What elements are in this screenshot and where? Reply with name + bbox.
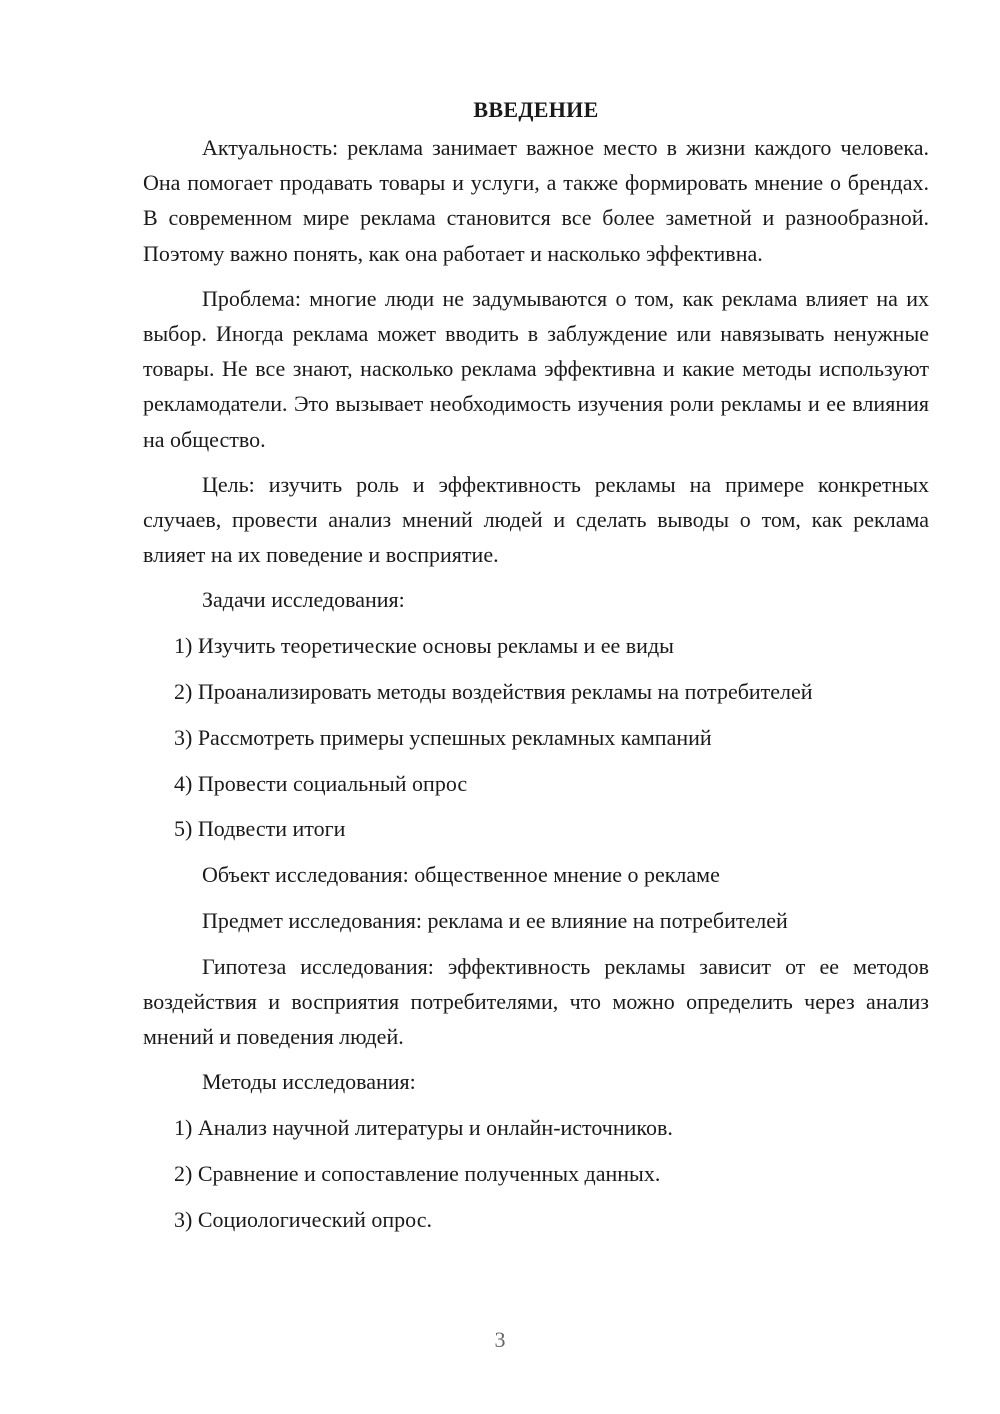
method-item: 2) Сравнение и сопоставление полученных данных. — [174, 1161, 661, 1187]
page-number: 3 — [494, 1327, 506, 1352]
method-item: 1) Анализ научной литературы и онлайн-источников. — [174, 1115, 673, 1141]
problem-paragraph: Проблема: многие люди не задумываются о том, как реклама влияет на их выбор. Иногда реклама может вводить в заблуждение или навязывать ненужные товары. Не все знают, насколько реклама эффективна и какие методы используют рекламодатели. Это вызывает необходимость изучения роли рекламы и ее влияния на общество. — [143, 285, 929, 452]
object-line: Объект исследования: общественное мнение о рекламе — [202, 862, 720, 888]
method-item: 3) Социологический опрос. — [174, 1206, 432, 1232]
task-item: 5) Подвести итоги — [174, 816, 346, 842]
tasks-list — [143, 628, 929, 846]
relevance-paragraph: Актуальность: реклама занимает важное место в жизни каждого человека. Она помогает продавать товары и услуги, а также формировать мнение о брендах. В современном мире реклама становится все более заметной и разнообразной. Поэтому важно понять, как она работает и насколько эффективна. — [143, 135, 929, 266]
methods-list — [143, 1110, 929, 1237]
hypothesis-paragraph: Гипотеза исследования: эффективность рекламы зависит от ее методов воздействия и восприятия потребителями, что можно определить через анализ мнений и поведения людей. — [143, 953, 929, 1050]
document-page — [143, 95, 929, 1248]
methods-heading: Методы исследования: — [202, 1069, 416, 1095]
task-item: 3) Рассмотреть примеры успешных рекламных кампаний — [174, 724, 712, 750]
section-title: ВВЕДЕНИЕ — [473, 97, 599, 122]
task-item: 1) Изучить теоретические основы рекламы и ее виды — [174, 633, 674, 659]
goal-paragraph: Цель: изучить роль и эффективность рекламы на примере конкретных случаев, провести анализ мнений людей и сделать выводы о том, как реклама влияет на их поведение и восприятие. — [143, 471, 929, 568]
tasks-heading: Задачи исследования: — [202, 587, 405, 613]
subject-line: Предмет исследования: реклама и ее влияние на потребителей — [202, 908, 788, 934]
task-item: 2) Проанализировать методы воздействия рекламы на потребителей — [174, 679, 813, 705]
task-item: 4) Провести социальный опрос — [174, 770, 468, 796]
